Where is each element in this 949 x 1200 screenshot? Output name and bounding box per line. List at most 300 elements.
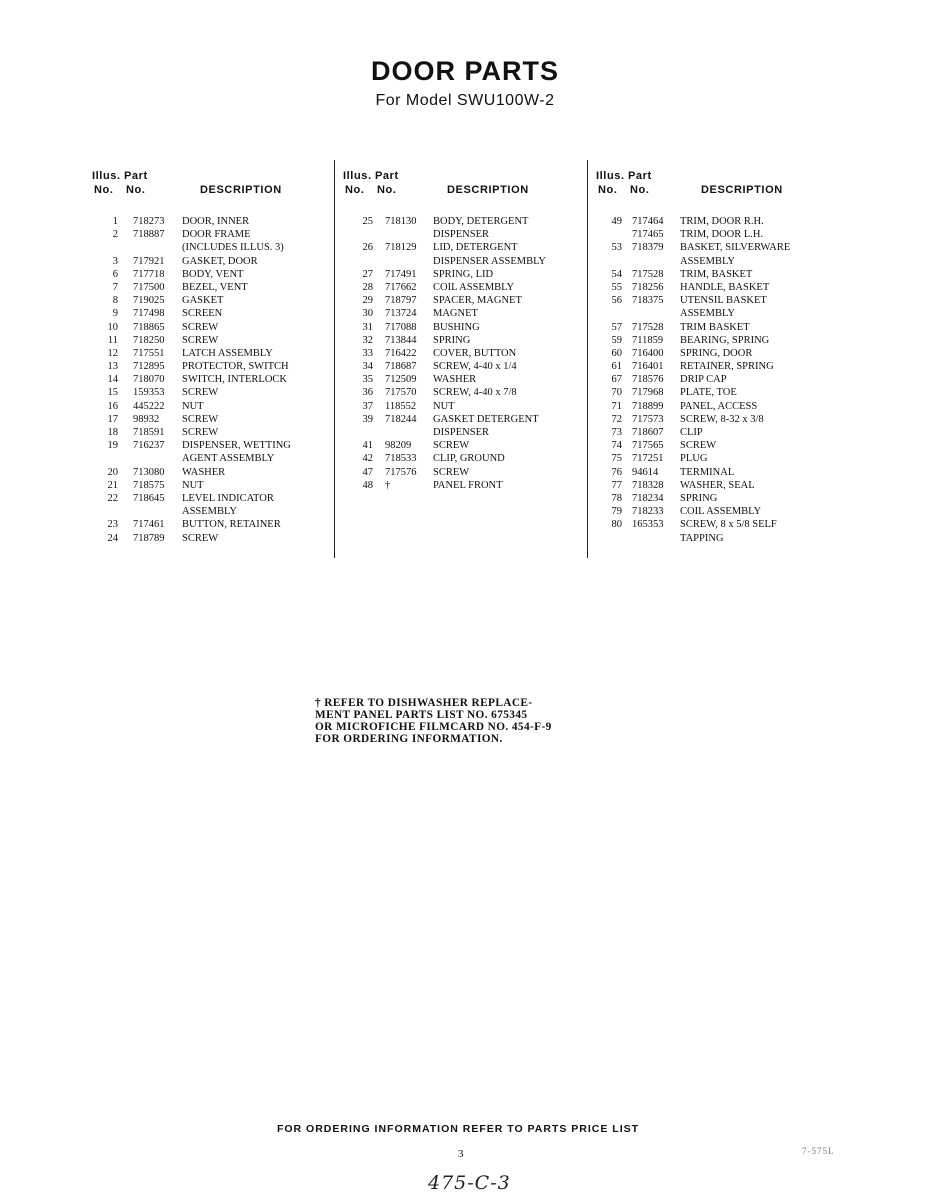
table-row xyxy=(343,347,583,360)
illus-number: 54 xyxy=(611,268,622,280)
header-illus: Illus. xyxy=(596,170,625,182)
corner-code: 7-575L xyxy=(802,1146,835,1156)
part-description: BASKET, SILVERWARE xyxy=(680,242,791,254)
part-description: GASKET, DOOR xyxy=(182,255,258,267)
table-row xyxy=(92,413,330,426)
illus-number: 37 xyxy=(362,400,373,412)
part-description: GASKET DETERGENT xyxy=(433,413,539,425)
part-number: 718375 xyxy=(632,295,664,307)
part-number: 717576 xyxy=(385,466,417,478)
illus-number: 13 xyxy=(107,361,118,373)
part-description: PANEL FRONT xyxy=(433,479,503,491)
part-number: 712895 xyxy=(133,361,165,373)
part-number: 717528 xyxy=(632,268,664,280)
table-row xyxy=(92,452,330,465)
column-header xyxy=(596,168,846,198)
table-row xyxy=(343,426,583,439)
part-description: SCREW, 4-40 x 7/8 xyxy=(433,387,517,399)
table-row xyxy=(596,505,846,518)
table-row xyxy=(596,426,846,439)
table-row xyxy=(343,439,583,452)
table-row xyxy=(343,321,583,334)
table-row xyxy=(92,518,330,531)
part-number: 717498 xyxy=(133,308,165,320)
illus-number: 31 xyxy=(362,321,373,333)
table-row xyxy=(92,466,330,479)
illus-number: 79 xyxy=(611,506,622,518)
part-number: 718070 xyxy=(133,374,165,386)
part-number: 717551 xyxy=(133,347,165,359)
header-description: DESCRIPTION xyxy=(200,184,282,196)
part-description: DISPENSER ASSEMBLY xyxy=(433,255,547,267)
illus-number: 14 xyxy=(107,374,118,386)
table-row xyxy=(596,452,846,465)
part-description: SCREW, 8 x 5/8 SELF xyxy=(680,519,777,531)
part-description: DISPENSER xyxy=(433,229,490,241)
table-row xyxy=(343,241,583,254)
page-number: 3 xyxy=(458,1148,464,1160)
part-number: 718233 xyxy=(632,506,664,518)
part-number: 718234 xyxy=(632,492,664,504)
table-row xyxy=(343,413,583,426)
part-description: ASSEMBLY xyxy=(680,308,735,320)
part-number: 165353 xyxy=(632,519,664,531)
illus-number: 39 xyxy=(362,413,373,425)
illus-number: 15 xyxy=(107,387,118,399)
table-row xyxy=(92,281,330,294)
table-row xyxy=(343,479,583,492)
part-description: SPRING xyxy=(680,492,718,504)
table-row xyxy=(92,532,330,545)
table-row xyxy=(92,294,330,307)
part-number: 718575 xyxy=(133,479,165,491)
part-description: CLIP xyxy=(680,427,703,438)
part-number: 711859 xyxy=(632,334,664,346)
table-row xyxy=(92,505,330,518)
part-number: 718244 xyxy=(385,413,417,425)
table-row xyxy=(343,255,583,268)
table-row xyxy=(92,255,330,268)
table-row xyxy=(596,321,846,334)
illus-number: 55 xyxy=(611,281,622,293)
table-row xyxy=(92,400,330,413)
table-row xyxy=(92,479,330,492)
part-description: HANDLE, BASKET xyxy=(680,281,770,293)
part-number: 718250 xyxy=(133,334,165,346)
part-description: CLIP, GROUND xyxy=(433,453,505,465)
illus-number: 35 xyxy=(362,374,373,386)
part-description: PROTECTOR, SWITCH xyxy=(182,361,289,373)
illus-number: 60 xyxy=(611,347,622,359)
part-number: 718687 xyxy=(385,361,417,373)
table-row xyxy=(343,334,583,347)
part-number: 712509 xyxy=(385,374,417,386)
illus-number: 21 xyxy=(107,479,118,491)
part-description: DOOR, INNER xyxy=(182,216,250,227)
part-description: GASKET xyxy=(182,295,224,307)
table-row xyxy=(92,215,330,228)
illus-number: 34 xyxy=(362,361,373,373)
header-illus-no: No. xyxy=(94,184,114,196)
part-description: SCREW xyxy=(182,427,219,438)
table-row xyxy=(596,400,846,413)
table-row xyxy=(343,360,583,373)
illus-number: 18 xyxy=(107,427,118,438)
illus-number: 29 xyxy=(362,295,373,307)
note-line: FOR ORDERING INFORMATION. xyxy=(315,733,503,745)
illus-number: 41 xyxy=(362,440,373,452)
illus-number: 11 xyxy=(107,334,118,346)
illus-number: 12 xyxy=(107,347,118,359)
part-number: 118552 xyxy=(385,400,417,412)
part-description: TRIM, DOOR R.H. xyxy=(680,216,764,227)
part-description: TRIM, BASKET xyxy=(680,268,753,280)
table-row xyxy=(92,373,330,386)
parts-list xyxy=(92,215,330,545)
part-number: 445222 xyxy=(133,400,165,412)
illus-number: 20 xyxy=(107,466,118,478)
illus-number: 8 xyxy=(112,295,118,307)
table-row xyxy=(343,294,583,307)
table-row xyxy=(343,373,583,386)
note-line: OR MICROFICHE FILMCARD NO. 454-F-9 xyxy=(315,721,552,733)
table-row xyxy=(596,241,846,254)
part-number: 717570 xyxy=(385,387,417,399)
part-description: TAPPING xyxy=(680,532,724,544)
illus-number: 77 xyxy=(611,479,622,491)
table-row xyxy=(596,532,846,545)
part-number: 717718 xyxy=(133,268,165,280)
part-description: WASHER xyxy=(182,466,226,478)
part-number: 718887 xyxy=(133,229,165,241)
part-description: SWITCH, INTERLOCK xyxy=(182,374,287,386)
table-row xyxy=(596,294,846,307)
illus-number: 75 xyxy=(611,453,622,465)
illus-number: 78 xyxy=(611,492,622,504)
part-number: 713844 xyxy=(385,334,417,346)
illus-number: 16 xyxy=(107,400,118,412)
header-description: DESCRIPTION xyxy=(447,184,529,196)
header-illus-no: No. xyxy=(598,184,618,196)
illus-number: 2 xyxy=(112,229,118,241)
part-description: SCREW xyxy=(433,440,470,452)
part-description: SCREW xyxy=(182,321,219,333)
header-part: Part xyxy=(375,170,399,182)
part-description: BODY, VENT xyxy=(182,268,244,280)
table-row xyxy=(596,492,846,505)
part-number: 717662 xyxy=(385,281,417,293)
illus-number: 53 xyxy=(611,242,622,254)
part-number: 98209 xyxy=(385,440,412,452)
part-description: SCREW, 4-40 x 1/4 xyxy=(433,361,517,373)
part-number: 717464 xyxy=(632,216,664,227)
part-description: TRIM, DOOR L.H. xyxy=(680,229,764,241)
table-row xyxy=(596,413,846,426)
header-illus: Illus. xyxy=(343,170,372,182)
part-description: SPACER, MAGNET xyxy=(433,295,522,307)
table-row xyxy=(596,334,846,347)
part-description: (INCLUDES ILLUS. 3) xyxy=(182,242,284,254)
part-description: SCREW xyxy=(680,440,717,452)
table-row xyxy=(92,241,330,254)
header-illus-no: No. xyxy=(345,184,365,196)
part-number: 717088 xyxy=(385,321,417,333)
part-number: 716400 xyxy=(632,347,664,359)
table-row xyxy=(596,386,846,399)
part-description: SCREW xyxy=(182,532,219,544)
part-number: 718256 xyxy=(632,281,664,293)
part-description: WASHER xyxy=(433,374,477,386)
table-row xyxy=(596,307,846,320)
part-description: SPRING xyxy=(433,334,471,346)
table-row xyxy=(596,479,846,492)
part-description: SCREW, 8-32 x 3/8 xyxy=(680,413,764,425)
part-description: SCREW xyxy=(182,413,219,425)
part-description: DISPENSER, WETTING xyxy=(182,440,291,452)
illus-number: 80 xyxy=(611,519,622,531)
part-description: ASSEMBLY xyxy=(182,506,237,518)
illus-number: 9 xyxy=(112,308,118,320)
part-description: SPRING, DOOR xyxy=(680,347,753,359)
illus-number: 49 xyxy=(611,216,622,227)
part-number: 717500 xyxy=(133,281,165,293)
reference-note xyxy=(315,697,615,745)
illus-number: 24 xyxy=(107,532,118,544)
illus-number: 30 xyxy=(362,308,373,320)
illus-number: 27 xyxy=(362,268,373,280)
part-description: DRIP CAP xyxy=(680,374,727,386)
part-description: SPRING, LID xyxy=(433,268,494,280)
illus-number: 28 xyxy=(362,281,373,293)
column-header xyxy=(92,168,330,198)
note-line: † REFER TO DISHWASHER REPLACE- xyxy=(315,697,533,709)
table-row xyxy=(343,215,583,228)
table-row xyxy=(596,347,846,360)
part-description: NUT xyxy=(433,400,455,412)
table-row xyxy=(596,439,846,452)
note-line: MENT PANEL PARTS LIST NO. 675345 xyxy=(315,709,528,721)
part-description: COVER, BUTTON xyxy=(433,347,517,359)
table-row xyxy=(92,268,330,281)
part-description: PLATE, TOE xyxy=(680,387,737,399)
illus-number: 33 xyxy=(362,347,373,359)
part-number: 718607 xyxy=(632,427,664,438)
illus-number: 23 xyxy=(107,519,118,531)
part-description: COIL ASSEMBLY xyxy=(433,281,515,293)
illus-number: 42 xyxy=(362,453,373,465)
table-row xyxy=(596,360,846,373)
illus-number: 71 xyxy=(611,400,622,412)
illus-number: 72 xyxy=(611,413,622,425)
footer-note: FOR ORDERING INFORMATION REFER TO PARTS PRICE LIST xyxy=(276,1123,640,1135)
part-number: 717251 xyxy=(632,453,664,465)
table-row xyxy=(343,281,583,294)
part-description: BEZEL, VENT xyxy=(182,281,248,293)
part-description: WASHER, SEAL xyxy=(680,479,755,491)
header-description: DESCRIPTION xyxy=(701,184,783,196)
table-row xyxy=(343,400,583,413)
table-row xyxy=(596,255,846,268)
parts-column-1 xyxy=(92,168,330,545)
part-description: NUT xyxy=(182,479,204,491)
part-description: SCREEN xyxy=(182,308,223,320)
part-description: NUT xyxy=(182,400,204,412)
part-number: 94614 xyxy=(632,466,659,478)
page-title: DOOR PARTS xyxy=(370,56,559,86)
part-number: 713724 xyxy=(385,308,417,320)
table-row xyxy=(343,307,583,320)
illus-number: 48 xyxy=(362,479,373,491)
parts-column-2 xyxy=(343,168,583,492)
part-description: BODY, DETERGENT xyxy=(433,216,529,227)
table-row xyxy=(596,268,846,281)
part-description: BEARING, SPRING xyxy=(680,334,770,346)
table-row xyxy=(92,492,330,505)
part-number: 718591 xyxy=(133,427,165,438)
table-row xyxy=(92,228,330,241)
illus-number: 26 xyxy=(362,242,373,254)
illus-number: 36 xyxy=(362,387,373,399)
illus-number: 73 xyxy=(611,427,622,438)
illus-number: 59 xyxy=(611,334,622,346)
part-description: TERMINAL xyxy=(680,466,735,478)
header-part-no: No. xyxy=(630,184,650,196)
part-number: 713080 xyxy=(133,466,165,478)
header-part: Part xyxy=(124,170,148,182)
part-number: 717573 xyxy=(632,413,664,425)
part-number: 718899 xyxy=(632,400,664,412)
part-number: 717491 xyxy=(385,268,417,280)
header-part-no: No. xyxy=(126,184,146,196)
table-row xyxy=(343,466,583,479)
table-row xyxy=(92,426,330,439)
part-number: 718797 xyxy=(385,295,417,307)
illus-number: 32 xyxy=(362,334,373,346)
table-row xyxy=(596,228,846,241)
parts-list xyxy=(343,215,583,492)
part-number: 718273 xyxy=(133,216,165,227)
illus-number: 67 xyxy=(611,374,622,386)
table-row xyxy=(596,518,846,531)
table-row xyxy=(92,307,330,320)
illus-number: 74 xyxy=(611,440,622,452)
part-number: 718379 xyxy=(632,242,664,254)
part-description: COIL ASSEMBLY xyxy=(680,506,762,518)
table-row xyxy=(596,281,846,294)
part-description: UTENSIL BASKET xyxy=(680,295,767,307)
illus-number: 3 xyxy=(112,255,118,267)
handwritten-annotation: 475-C-3 xyxy=(428,1172,511,1194)
illus-number: 56 xyxy=(611,295,622,307)
column-header xyxy=(343,168,583,198)
table-row xyxy=(596,373,846,386)
part-description: AGENT ASSEMBLY xyxy=(182,453,275,465)
part-number: 716401 xyxy=(632,361,664,373)
part-description: DISPENSER xyxy=(433,427,490,438)
table-row xyxy=(343,268,583,281)
table-row xyxy=(343,386,583,399)
part-number: 718533 xyxy=(385,453,417,465)
part-number: 718328 xyxy=(632,479,664,491)
illus-number: 19 xyxy=(107,440,118,452)
illus-number: 76 xyxy=(611,466,622,478)
part-description: SCREW xyxy=(182,334,219,346)
table-row xyxy=(92,360,330,373)
column-divider xyxy=(334,160,335,558)
part-number: 717968 xyxy=(632,387,664,399)
illus-number: 1 xyxy=(112,216,118,227)
part-description: DOOR FRAME xyxy=(182,229,251,241)
part-number: 717921 xyxy=(133,255,165,267)
part-description: BUTTON, RETAINER xyxy=(182,519,281,531)
part-description: RETAINER, SPRING xyxy=(680,361,774,373)
part-number: 717465 xyxy=(632,229,664,241)
part-description: LEVEL INDICATOR xyxy=(182,492,274,504)
part-description: SCREW xyxy=(182,387,219,399)
table-row xyxy=(343,452,583,465)
part-number: 718789 xyxy=(133,532,165,544)
part-description: ASSEMBLY xyxy=(680,255,735,267)
part-description: LATCH ASSEMBLY xyxy=(182,347,273,359)
illus-number: 70 xyxy=(611,387,622,399)
part-description: MAGNET xyxy=(433,308,478,320)
part-number: 716237 xyxy=(133,440,165,452)
part-number: 716422 xyxy=(385,347,417,359)
table-row xyxy=(92,386,330,399)
part-number: † xyxy=(385,479,391,491)
part-number: 719025 xyxy=(133,295,165,307)
part-description: PANEL, ACCESS xyxy=(680,400,758,412)
illus-number: 22 xyxy=(107,492,118,504)
part-number: 717528 xyxy=(632,321,664,333)
illus-number: 61 xyxy=(611,361,622,373)
illus-number: 17 xyxy=(107,413,118,425)
header-illus: Illus. xyxy=(92,170,121,182)
part-number: 159353 xyxy=(133,387,165,399)
table-row xyxy=(596,215,846,228)
part-number: 718576 xyxy=(632,374,664,386)
model-subtitle: For Model SWU100W-2 xyxy=(375,92,555,109)
parts-list xyxy=(596,215,846,545)
table-row xyxy=(92,347,330,360)
table-row xyxy=(343,228,583,241)
illus-number: 47 xyxy=(362,466,373,478)
part-description: PLUG xyxy=(680,453,708,465)
part-number: 718129 xyxy=(385,242,417,254)
illus-number: 7 xyxy=(112,281,118,293)
column-divider xyxy=(587,160,588,558)
part-description: LID, DETERGENT xyxy=(433,242,518,254)
part-description: TRIM BASKET xyxy=(680,321,750,333)
illus-number: 57 xyxy=(611,321,622,333)
part-number: 718130 xyxy=(385,216,417,227)
table-row xyxy=(92,334,330,347)
illus-number: 25 xyxy=(362,216,373,227)
table-row xyxy=(92,321,330,334)
part-number: 717461 xyxy=(133,519,165,531)
parts-column-3 xyxy=(596,168,846,545)
header-part-no: No. xyxy=(377,184,397,196)
part-number: 718645 xyxy=(133,492,165,504)
illus-number: 6 xyxy=(112,268,118,280)
part-description: BUSHING xyxy=(433,321,480,333)
header-part: Part xyxy=(628,170,652,182)
illus-number: 10 xyxy=(107,321,118,333)
table-row xyxy=(596,466,846,479)
table-row xyxy=(92,439,330,452)
part-description: SCREW xyxy=(433,466,470,478)
part-number: 717565 xyxy=(632,440,664,452)
